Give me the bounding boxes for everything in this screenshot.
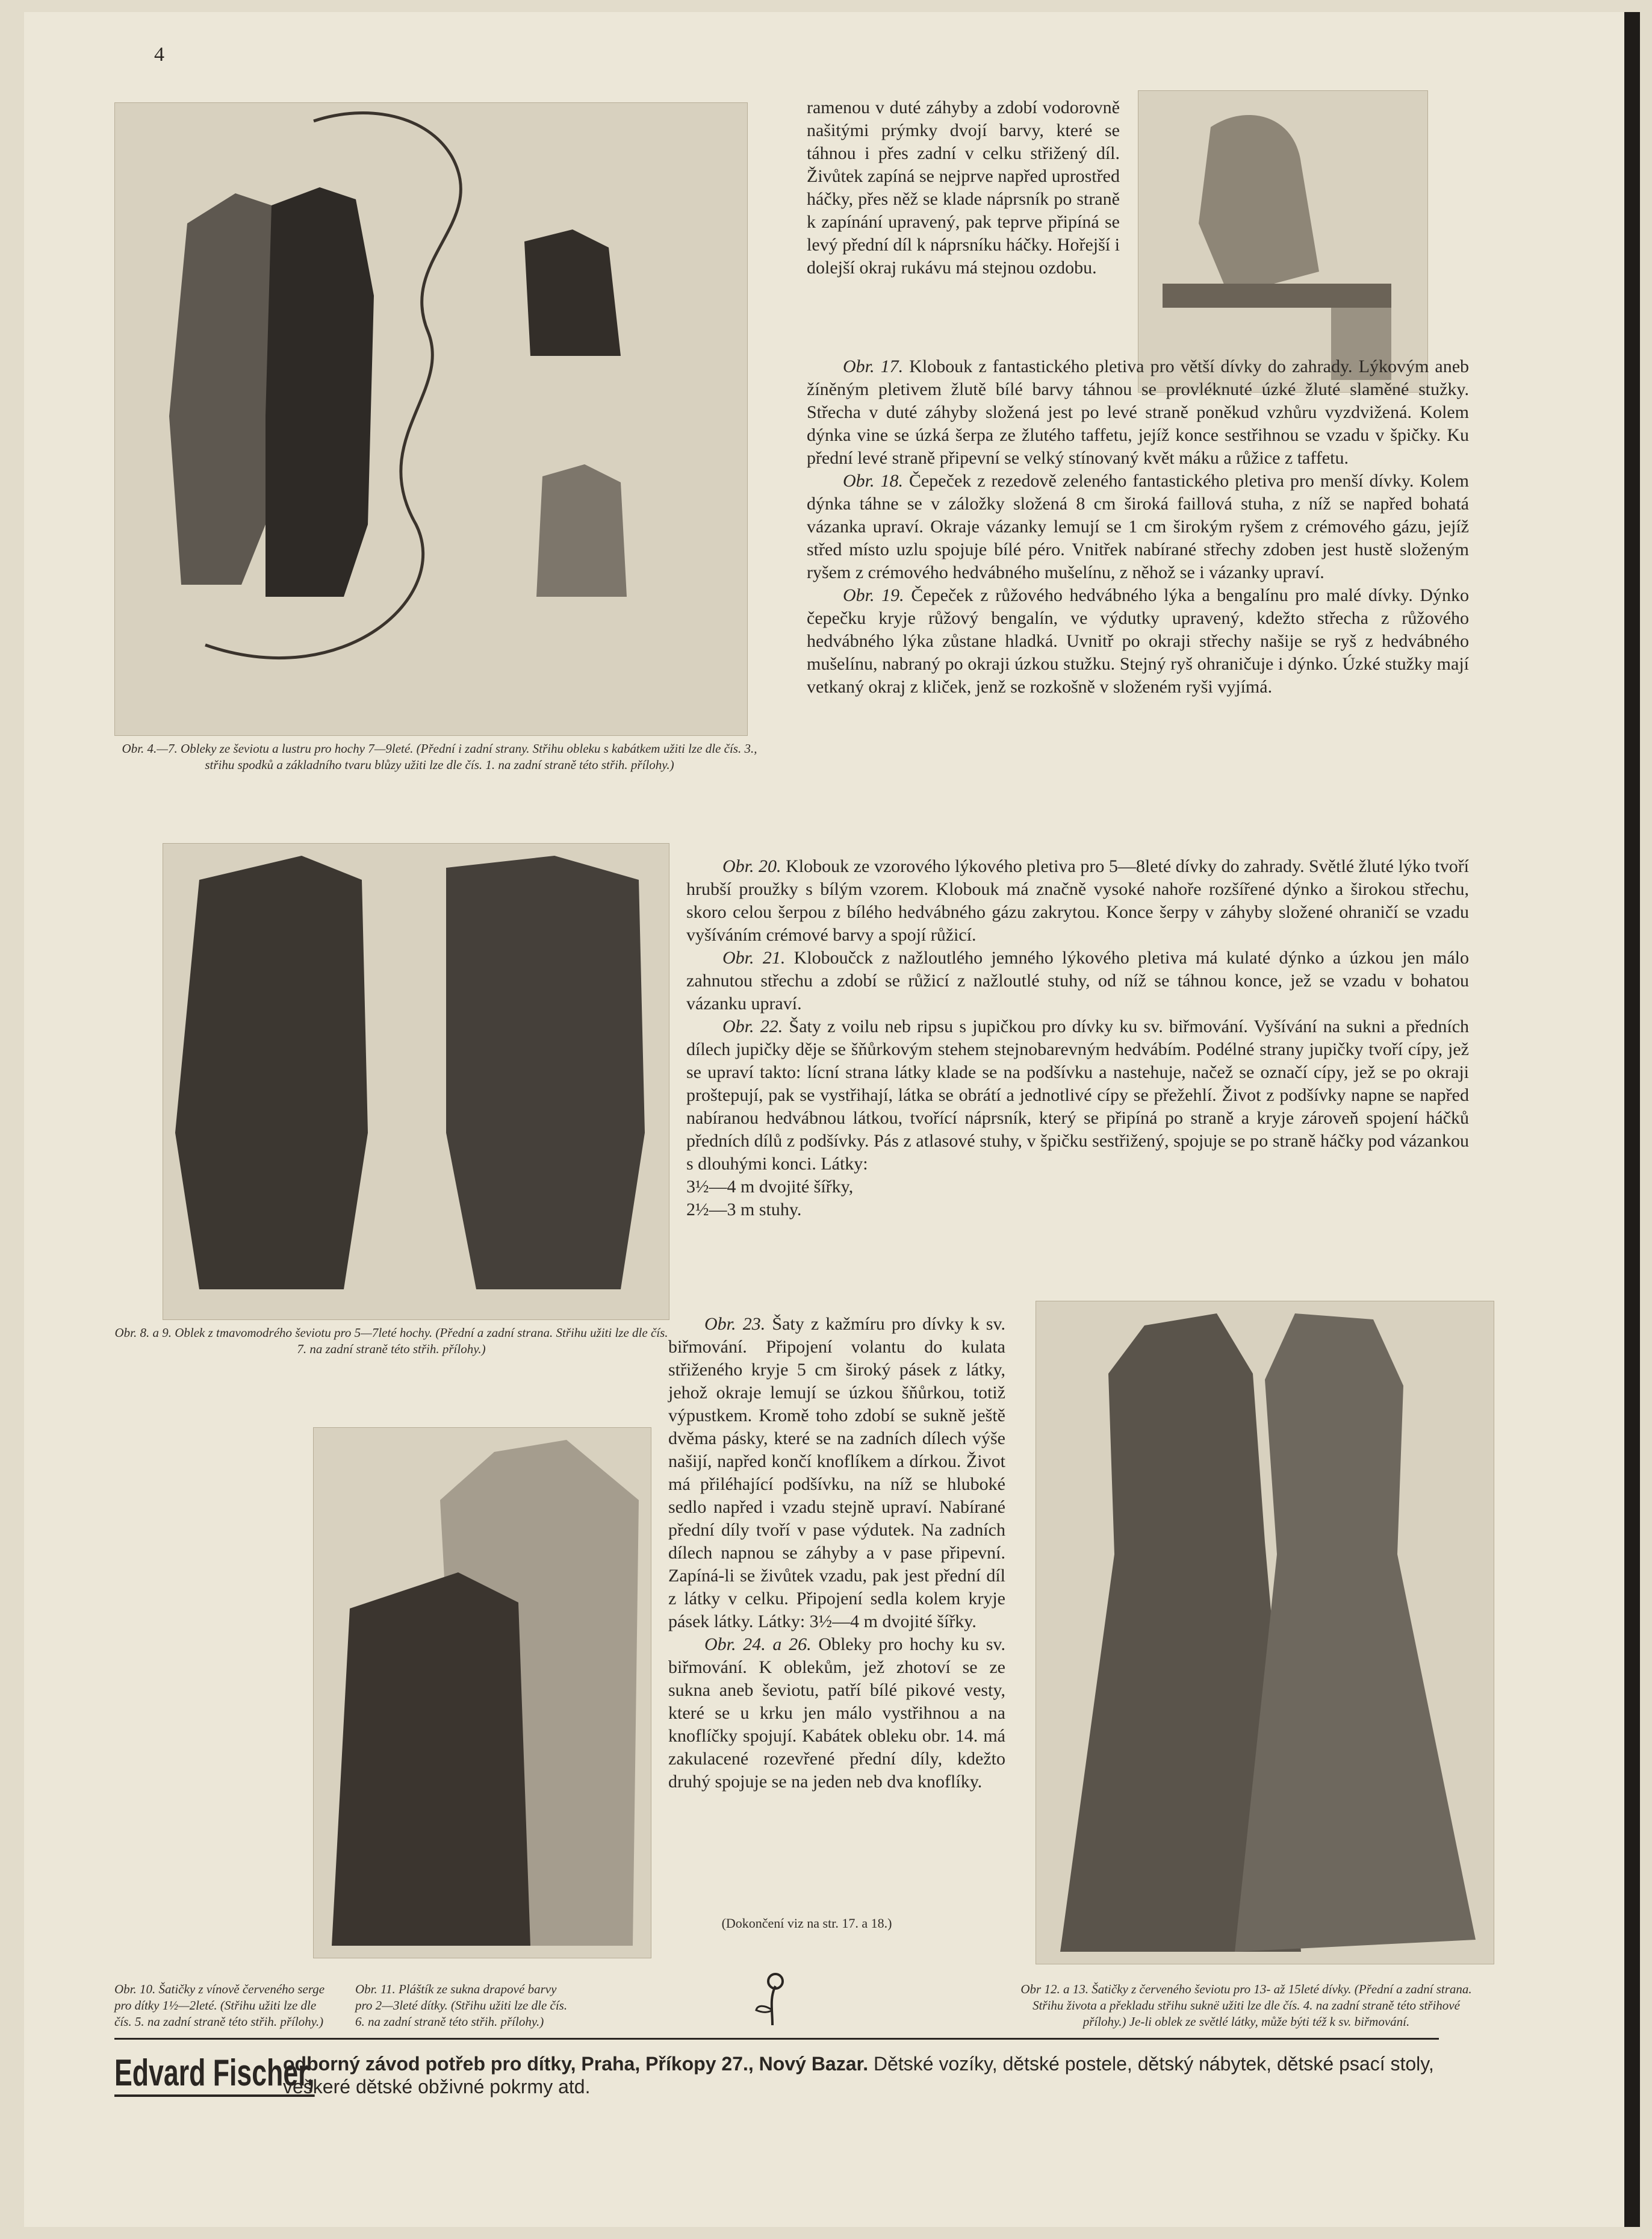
caption-fig-10: Obr. 10. Šatičky z vínově červeného serge pro dítky 1½—2leté. (Střihu užiti lze dle čís. 5. na zadní straně této střih. přílohy.) xyxy=(114,1982,325,2029)
fig-20-label: Obr. 20. xyxy=(722,856,781,876)
illustration-child-dress-and-cape xyxy=(313,1427,651,1958)
footer-rule xyxy=(114,2038,1439,2040)
illustration-boys-suits xyxy=(114,102,748,736)
illustration-girls-dresses xyxy=(1036,1301,1494,1964)
caption-fig-8-9: Obr. 8. a 9. Oblek z tmavomodrého ševiotu pro 5—7leté hochy. (Přední a zadní strana. Střihu užiti lze dle čís. 7. na zadní straně této střih. přílohy.) xyxy=(114,1325,668,1356)
material-line-1: 3½—4 m dvojité šířky, xyxy=(686,1177,854,1197)
paragraph-fig-17: Obr. 17. Klobouk z fantastického pletiva pro větší dívky do zahrady. Lýkovým aneb žíněným pletivem žlutě bílé barvy táhnou se provléknuté úzké žluté slaměné stužky. Střecha v duté záhyby složená jest po levé straně poněkud vzhůru vyzdvižená. Kolem dýnka vine se úzká šerpa ze žlutého taffetu, jejíž konce sestřihnou se vzadu v špičky. Ku přední levé straně připevní se velký stínovaný květ máku a růžice z taffetu. xyxy=(807,357,1470,468)
fig-17-label: Obr. 17. xyxy=(843,357,904,376)
paragraph-fig-22: Obr. 22. Šaty z voilu neb ripsu s jupičkou pro dívky ku sv. biřmování. Vyšívání na sukni a předních dílech jupičky děje se šňůrkovým stehem stejnobarevným hedvábím. Podélné strany jupičky tvoří cípy, jež se upraví takto: lícní strana látky klade se na podšívku a nastehuje, načež se označí cípy, jež se po okraji proštepují, pak se vystřihají, látka se obrátí a jednotlivé cípy se přežehlí. Život z podšívky napne se napřed nabíranou hedvábnou látkou, tvořící náprsník, který se připíná po straně a kryje zároveň spojení háčků předních dílů z podšívky. Pás z atlasové stuhy, v špičku sestřižený, spojuje se po straně háčky pod vázankou s dlouhými konci. Látky: xyxy=(686,1017,1470,1174)
caption-fig-4-7: Obr. 4.—7. Obleky ze ševiotu a lustru pro hochy 7—9leté. (Přední i zadní strany. Střihu obleku s kabátkem užiti lze dle čís. 3., střihu spodků a základního tvaru blůzy užiti lze dle čís. 1. na zadní straně této střih. přílohy.) xyxy=(122,741,757,772)
fig-23-label: Obr. 23. xyxy=(704,1314,766,1334)
footer-text-bold: odborný závod potřeb pro dítky, Praha, Příkopy 27., Nový Bazar. xyxy=(283,2053,869,2075)
flower-ornament-icon xyxy=(751,1968,793,2028)
illustration-girl-writing xyxy=(1138,90,1428,393)
fig-24-label: Obr. 24. a 26. xyxy=(704,1634,812,1654)
fig-21-label: Obr. 21. xyxy=(722,948,786,968)
footer-text xyxy=(283,2052,1487,2098)
article-fig17 xyxy=(807,355,1469,699)
caption-fig-12-13: Obr 12. a 13. Šatičky z červeného ševiotu pro 13- až 15leté dívky. (Přední a zadní strana. Střihu života a překladu střihu suknë užiti lze dle čís. 4. na zadní straně této střihové přílohy.) Je-li oblek ze světlé látky, může býti též k sv. biřmování. xyxy=(1020,1982,1472,2029)
paragraph-fig-23: Obr. 23. Šaty z kažmíru pro dívky k sv. biřmování. Připojení volantu do kulata střiženého kryje 5 cm široký pásek z látky, jehož okraje lemují se úzkou šňůrkou, totiž výpustkem. Kromě toho zdobí se sukně ještě dvěma pásky, které se na zadních dílech výše našijí, napřed končí knoflíkem a dírkou. Život má přiléhající podšívku, na níž se hluboké sedlo napřed i vzadu stejně upraví. Nabírané přední díly tvoří v pase výdutek. Na zadních dílech napnou se záhyby a v pase připevní. Zapíná-li se živůtek vzadu, pak jest přední díl z látky v celku. Připojení sedla kolem kryje pásek látky. Látky: 3½—4 m dvojité šířky. xyxy=(668,1314,1005,1631)
continued-note: (Dokončení viz na str. 17. a 18.) xyxy=(721,1916,892,1931)
footer-text-rest: Dětské vozíky, dětské postele, dětský nábytek, dětské psací stoly, veškeré dětské obživné pokrmy atd. xyxy=(283,2053,1434,2097)
paragraph-fig-21: Obr. 21. Kloboučck z nažloutlého jemného lýkového pletiva má kulaté dýnko a úzkou jen málo zahnutou střechu a zdobí se růžicí z nažloutlé stuhy, od níž se táhnou konce, jež se vzadu v bohatou vázanku upraví. xyxy=(686,948,1470,1014)
footer-brand: Edvard Fischer, xyxy=(114,2052,314,2097)
paragraph-fig-24: Obr. 24. a 26. Obleky pro hochy ku sv. biřmování. K oblekům, jež zhotoví se ze sukna aneb ševiotu, patří bílé pikové vesty, které se u krku jen málo vystřihnou a na knoflíčky spojují. Kabátek obleku obr. 14. má zakulacené rozevřené přední díly, kdežto druhý spojuje se na jeden neb dva knoflíky. xyxy=(668,1634,1005,1792)
article-top xyxy=(807,96,1120,279)
fig-22-label: Obr. 22. xyxy=(722,1017,783,1036)
material-line-2: 2½—3 m stuhy. xyxy=(686,1200,802,1219)
caption-fig-11: Obr. 11. Pláštík ze sukna drapové barvy pro 2—3leté dítky. (Střihu užiti lze dle čís. 6. na zadní straně této střih. přílohy.) xyxy=(355,1982,568,2029)
fig-18-label: Obr. 18. xyxy=(843,471,903,491)
paragraph-fig-20: Obr. 20. Klobouk ze vzorového lýkového pletiva pro 5—8leté dívky do zahrady. Světlé žluté lýko tvoří hrubší proužky s bílým vzorem. Klobouk má značně vysoké nahoře rozšířené dýnko a širokou střechu, skoro celou šerpou z bílého hedvábného gázu zakrytou. Konce šerpy v záhyby složené ohraničí se vzadu vyšíváním crémové barvy a spojí růžicí. xyxy=(686,856,1470,945)
paragraph-fig-19: Obr. 19. Čepeček z růžového hedvábného lýka a bengalínu pro malé dívky. Dýnko čepečku kryje růžový bengalín, ve výdutky upravený, kdežto střecha z růžového hedvábného lýka zůstane hladká. Uvnitř po okraji střechy našije se ryš z hedvábného mušelínu, nabraný po okraji úzkou stužku. Stejný ryš ohraničuje i dýnko. Úzké stužky mají vetkaný okraj z kliček, jenž se rozkošně v složeném ryši vyjímá. xyxy=(807,585,1470,697)
article-bottom xyxy=(668,1313,1005,1793)
illustration-boys-suit-front-back xyxy=(163,843,669,1320)
page-number: 4 xyxy=(154,43,164,66)
paragraph-continued: ramenou v duté záhyby a zdobí vodorovně našitými prýmky dvojí barvy, které se táhnou i přes zadní v celku střižený díl. Živůtek zapíná se nejprve napřed uprostřed háčky, přes něž se klade náprsník po straně k zapínání upravený, pak teprve připíná se levý přední díl k náprsníku háčky. Hořejší i dolejší okraj rukávu má stejnou ozdobu. xyxy=(807,98,1120,278)
article-mid xyxy=(686,855,1469,1221)
paragraph-fig-18: Obr. 18. Čepeček z rezedově zeleného fantastického pletiva pro menší dívky. Kolem dýnka táhne se v záložky složená 8 cm široká faillová stuha, z níž se napřed bohatá vázanka upraví. Okraje vázanky lemují se 1 cm širokým ryšem z crémového gázu, jejíž střed místo uzlu spojuje bílé péro. Vnitřek nabírané střechy zdoben jest hustě složeným ryšem z crémového hedvábného mušelínu, z něhož se i vázanky upraví. xyxy=(807,471,1469,582)
fig-19-label: Obr. 19. xyxy=(843,585,904,605)
